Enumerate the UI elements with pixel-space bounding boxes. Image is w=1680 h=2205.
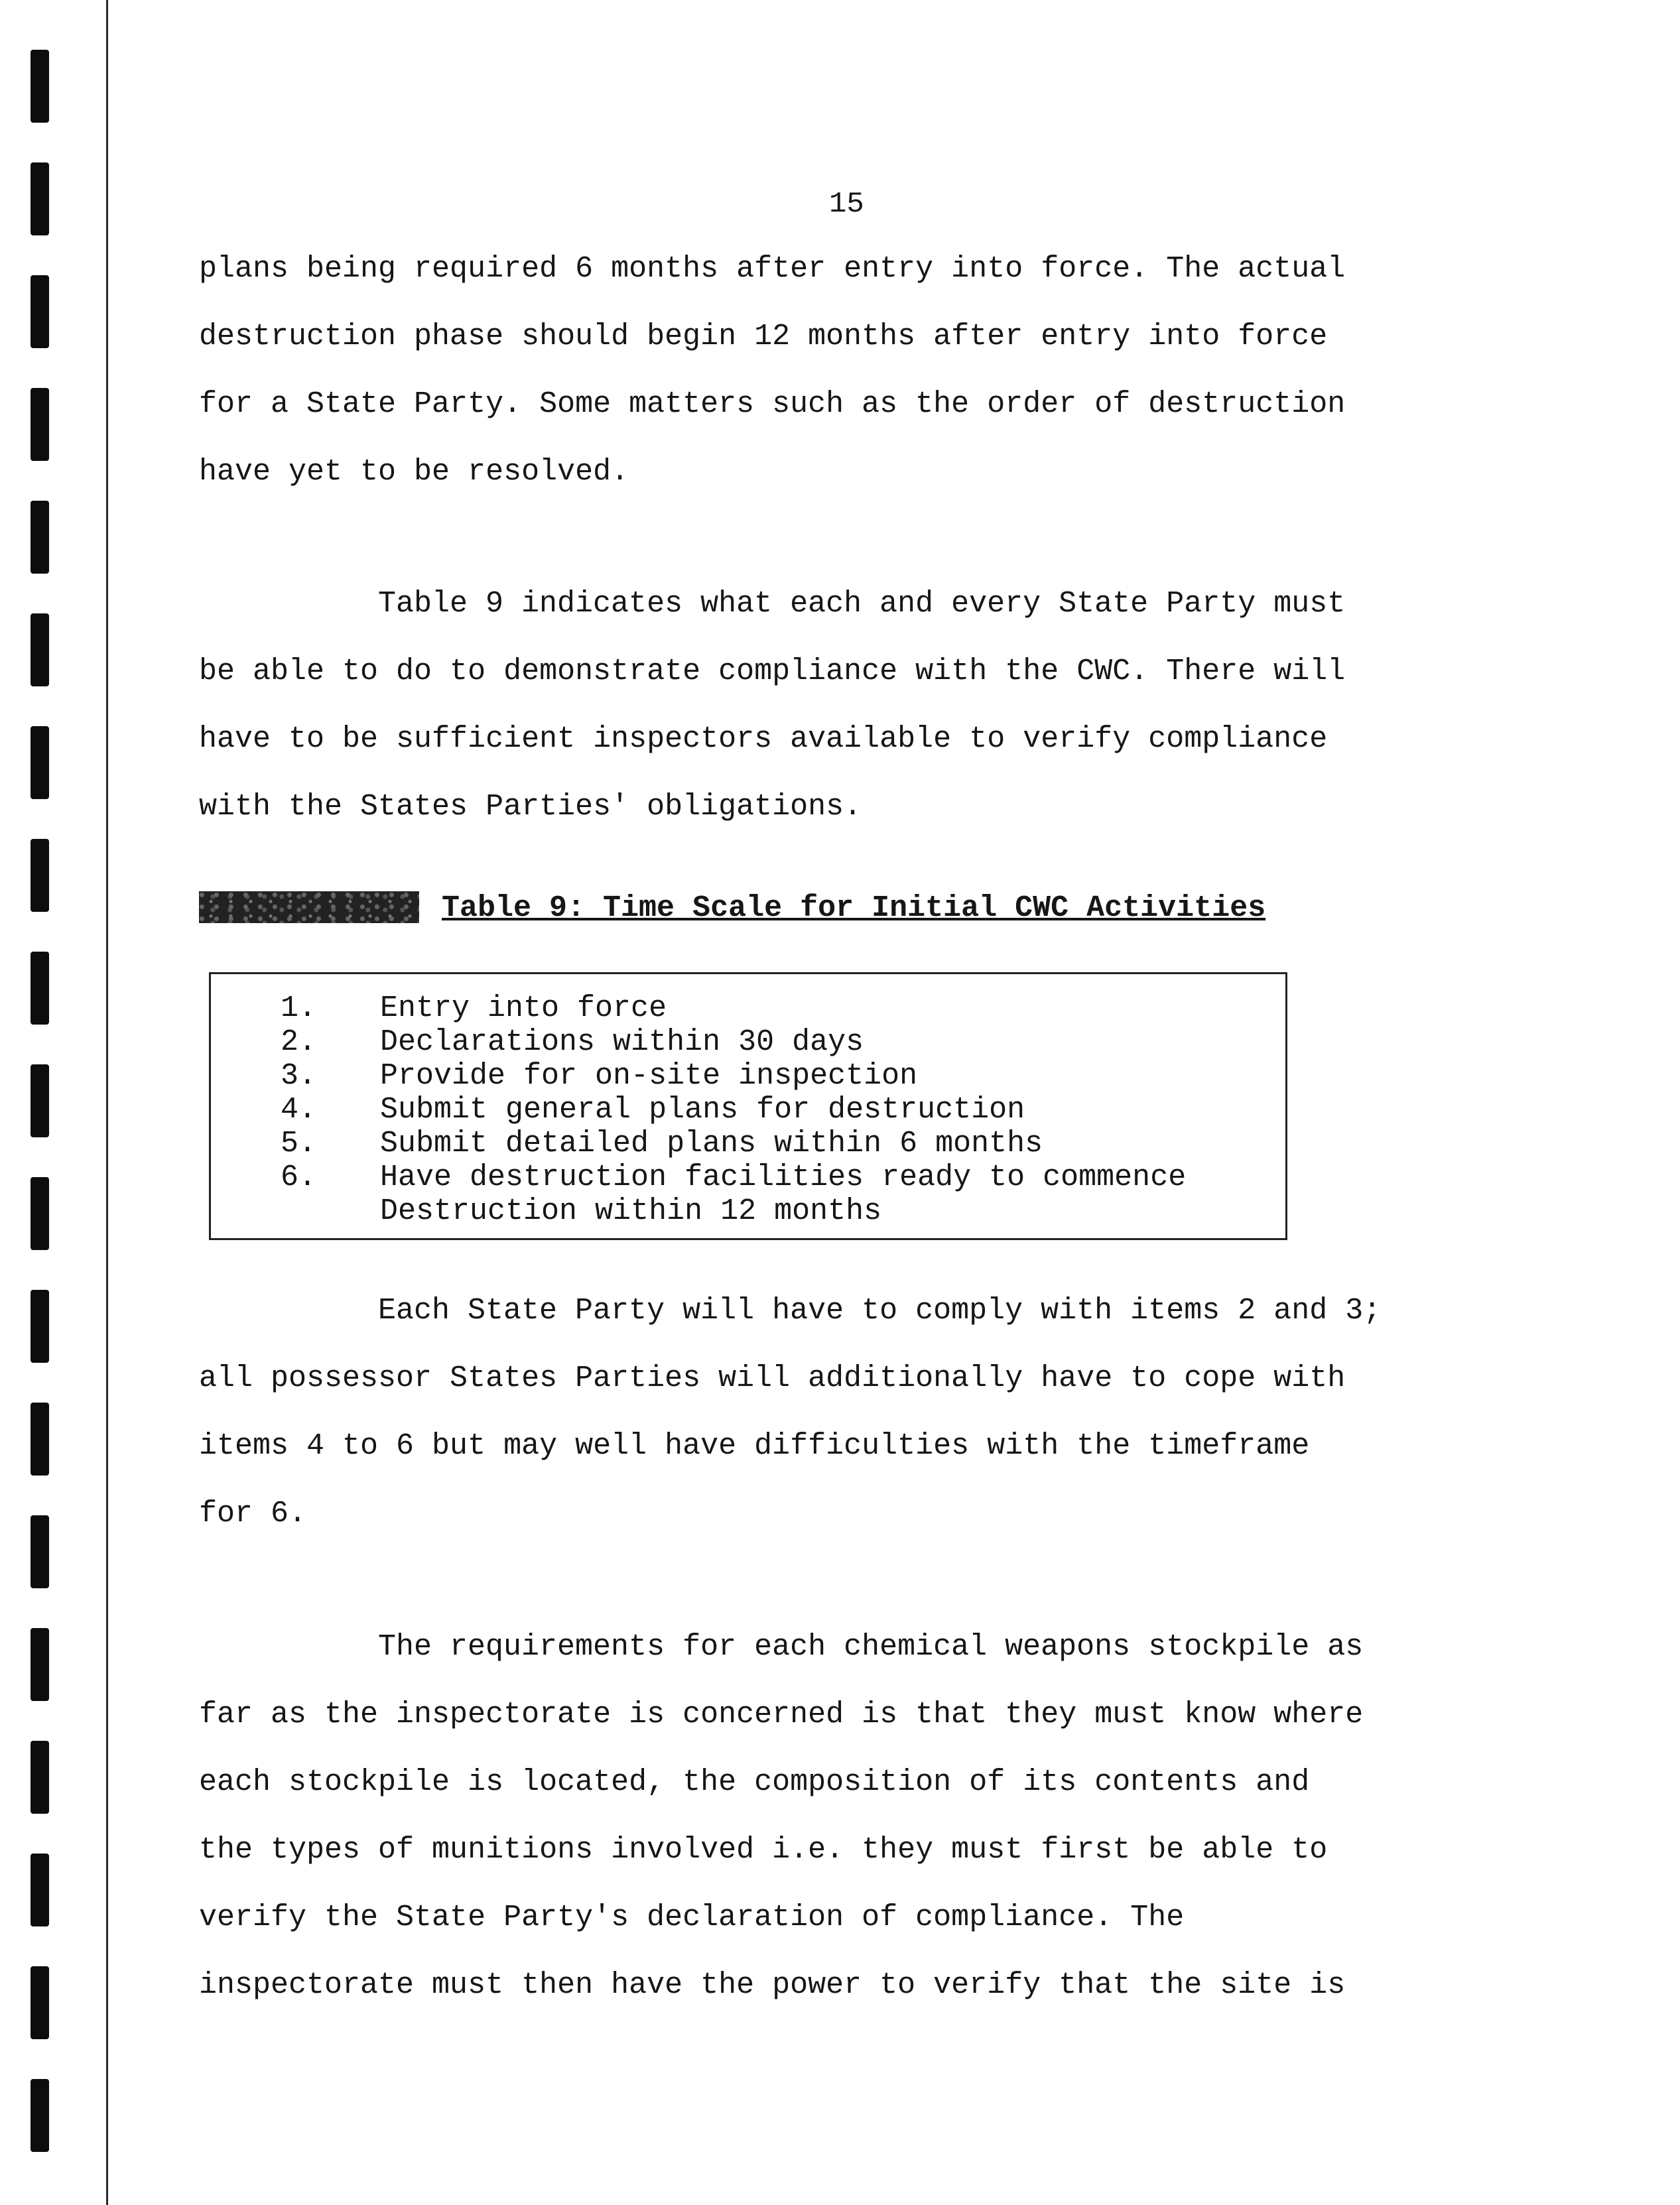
item-number: 2. xyxy=(281,1025,317,1059)
table-item xyxy=(281,991,1186,1025)
text-line: for a State Party. Some matters such as the order of destruction xyxy=(199,387,1346,421)
item-text: Provide for on-site inspection xyxy=(380,1059,918,1093)
binding-bar xyxy=(31,1966,49,2039)
item-text: Entry into force xyxy=(380,991,667,1025)
binding-bar xyxy=(31,1741,49,1814)
binding-bar xyxy=(31,613,49,686)
paragraph-4 xyxy=(199,1613,1525,2019)
paragraph-1 xyxy=(199,235,1525,506)
binding-bar xyxy=(31,501,49,574)
binding-bar xyxy=(31,952,49,1025)
text-line: have yet to be resolved. xyxy=(199,455,629,489)
text-line: Table 9 indicates what each and every State Party must xyxy=(378,587,1346,621)
binding-bar xyxy=(31,1064,49,1137)
binding-bar xyxy=(31,162,49,235)
paragraph-2 xyxy=(199,570,1525,841)
binding-bar xyxy=(31,388,49,461)
item-number: 3. xyxy=(281,1059,317,1093)
text-line: far as the inspectorate is concerned is that they must know where xyxy=(199,1698,1364,1732)
table-item xyxy=(281,1025,1186,1059)
binding-bar xyxy=(31,2079,49,2152)
item-number: 5. xyxy=(281,1127,317,1161)
text-line: The requirements for each chemical weapons stockpile as xyxy=(378,1630,1364,1664)
binding-line xyxy=(106,0,108,2205)
item-text: Submit detailed plans within 6 months xyxy=(380,1127,1043,1161)
redaction-block xyxy=(199,891,419,923)
binding-bar xyxy=(31,839,49,912)
binding-strip xyxy=(0,0,113,2205)
item-number: 1. xyxy=(281,991,317,1025)
text-line: items 4 to 6 but may well have difficulties with the timeframe xyxy=(199,1429,1310,1463)
text-line: for 6. xyxy=(199,1497,307,1531)
text-line: the types of munitions involved i.e. they must first be able to xyxy=(199,1833,1328,1867)
item-text: Submit general plans for destruction xyxy=(380,1093,1025,1127)
binding-bar xyxy=(31,1177,49,1250)
table-item-continuation xyxy=(281,1194,1186,1228)
text-line: each stockpile is located, the composition of its contents and xyxy=(199,1765,1310,1799)
binding-bar xyxy=(31,275,49,348)
binding-bar xyxy=(31,1290,49,1363)
table-item xyxy=(281,1127,1186,1161)
binding-bar xyxy=(31,1403,49,1476)
item-text: Destruction within 12 months xyxy=(380,1194,882,1228)
binding-bar xyxy=(31,1854,49,1926)
table-item xyxy=(281,1161,1186,1194)
paragraph-3 xyxy=(199,1277,1525,1548)
text-line: plans being required 6 months after entry into force. The actual xyxy=(199,252,1346,286)
text-line: all possessor States Parties will additionally have to cope with xyxy=(199,1361,1346,1395)
page-number: 15 xyxy=(829,188,864,221)
table-item xyxy=(281,1059,1186,1093)
table-item-list xyxy=(281,991,1186,1228)
binding-bar xyxy=(31,1628,49,1701)
text-line: inspectorate must then have the power to verify that the site is xyxy=(199,1968,1346,2002)
item-number: 6. xyxy=(281,1161,317,1194)
text-line: verify the State Party's declaration of compliance. The xyxy=(199,1901,1185,1934)
binding-bar xyxy=(31,726,49,799)
text-line: be able to do to demonstrate compliance with the CWC. There will xyxy=(199,655,1346,688)
item-text: Declarations within 30 days xyxy=(380,1025,864,1059)
table-item xyxy=(281,1093,1186,1127)
table-title: Table 9: Time Scale for Initial CWC Activities xyxy=(442,891,1266,925)
binding-bar xyxy=(31,50,49,123)
item-number: 4. xyxy=(281,1093,317,1127)
text-line: have to be sufficient inspectors available to verify compliance xyxy=(199,722,1328,756)
text-line: Each State Party will have to comply with items 2 and 3; xyxy=(378,1294,1382,1328)
binding-bar xyxy=(31,1515,49,1588)
text-line: destruction phase should begin 12 months after entry into force xyxy=(199,320,1328,353)
text-line: with the States Parties' obligations. xyxy=(199,790,862,824)
table-box xyxy=(209,972,1287,1240)
item-text: Have destruction facilities ready to commence xyxy=(380,1161,1187,1194)
